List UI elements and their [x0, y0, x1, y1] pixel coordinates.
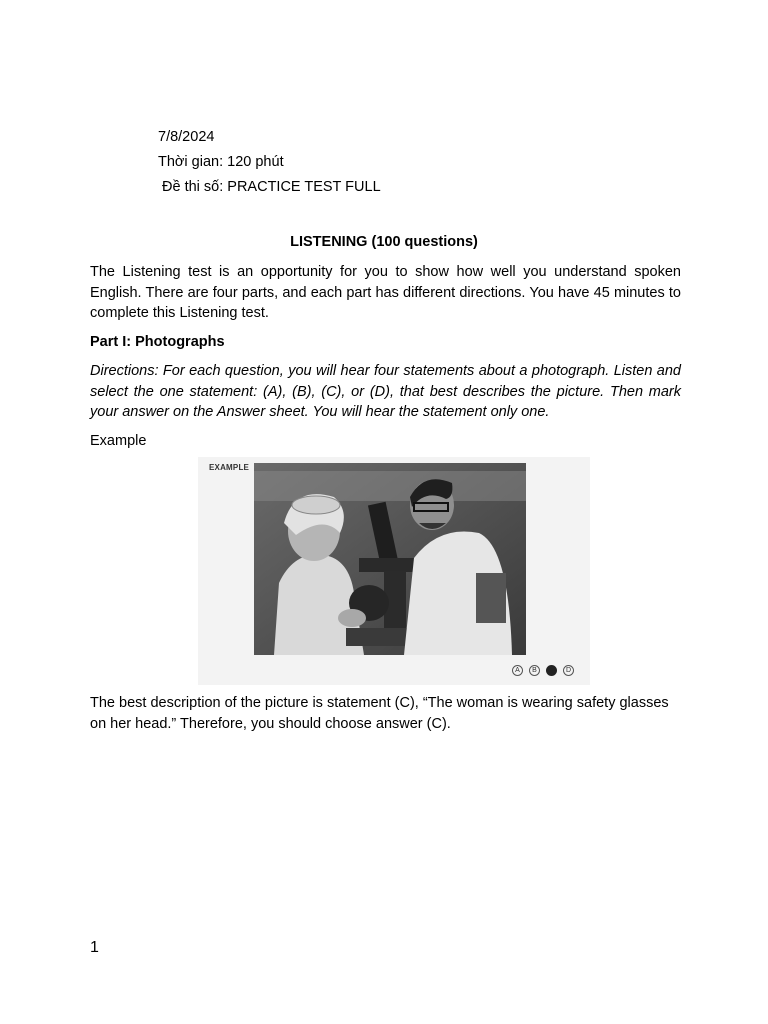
- bubble-c-filled-icon: [546, 665, 557, 676]
- example-tag: EXAMPLE: [209, 463, 250, 472]
- section-intro: The Listening test is an opportunity for you to show how well you understand spoken English. There are four parts, and each part has different directions. You have 45 minutes to complete this Listening test.: [90, 264, 681, 321]
- bubble-d-icon: D: [563, 665, 574, 676]
- bubble-b-icon: B: [529, 665, 540, 676]
- answer-bubbles: [512, 665, 574, 676]
- part-directions: Directions: For each question, you will hear four statements about a photograph. Listen and select the one statement: (A), (B), (C), or (D), that best describes the picture. Then mark your answer on the Answer sheet. You will hear the statement only one.: [90, 363, 681, 420]
- lab-microscope-photo: [254, 463, 526, 655]
- document-date: 7/8/2024: [158, 129, 215, 145]
- exam-code: Đề thi số: PRACTICE TEST FULL: [162, 179, 381, 195]
- part-title: Part I: Photographs: [90, 334, 225, 350]
- section-title: LISTENING (100 questions): [290, 234, 478, 250]
- example-answer-explanation: The best description of the picture is statement (C), “The woman is wearing safety glasses on her head.” Therefore, you should choose answer (C).: [90, 695, 669, 732]
- example-photograph: [198, 457, 590, 685]
- bubble-a-icon: A: [512, 665, 523, 676]
- example-label: Example: [90, 433, 147, 449]
- page-number: 1: [90, 939, 99, 956]
- exam-duration: Thời gian: 120 phút: [158, 154, 284, 170]
